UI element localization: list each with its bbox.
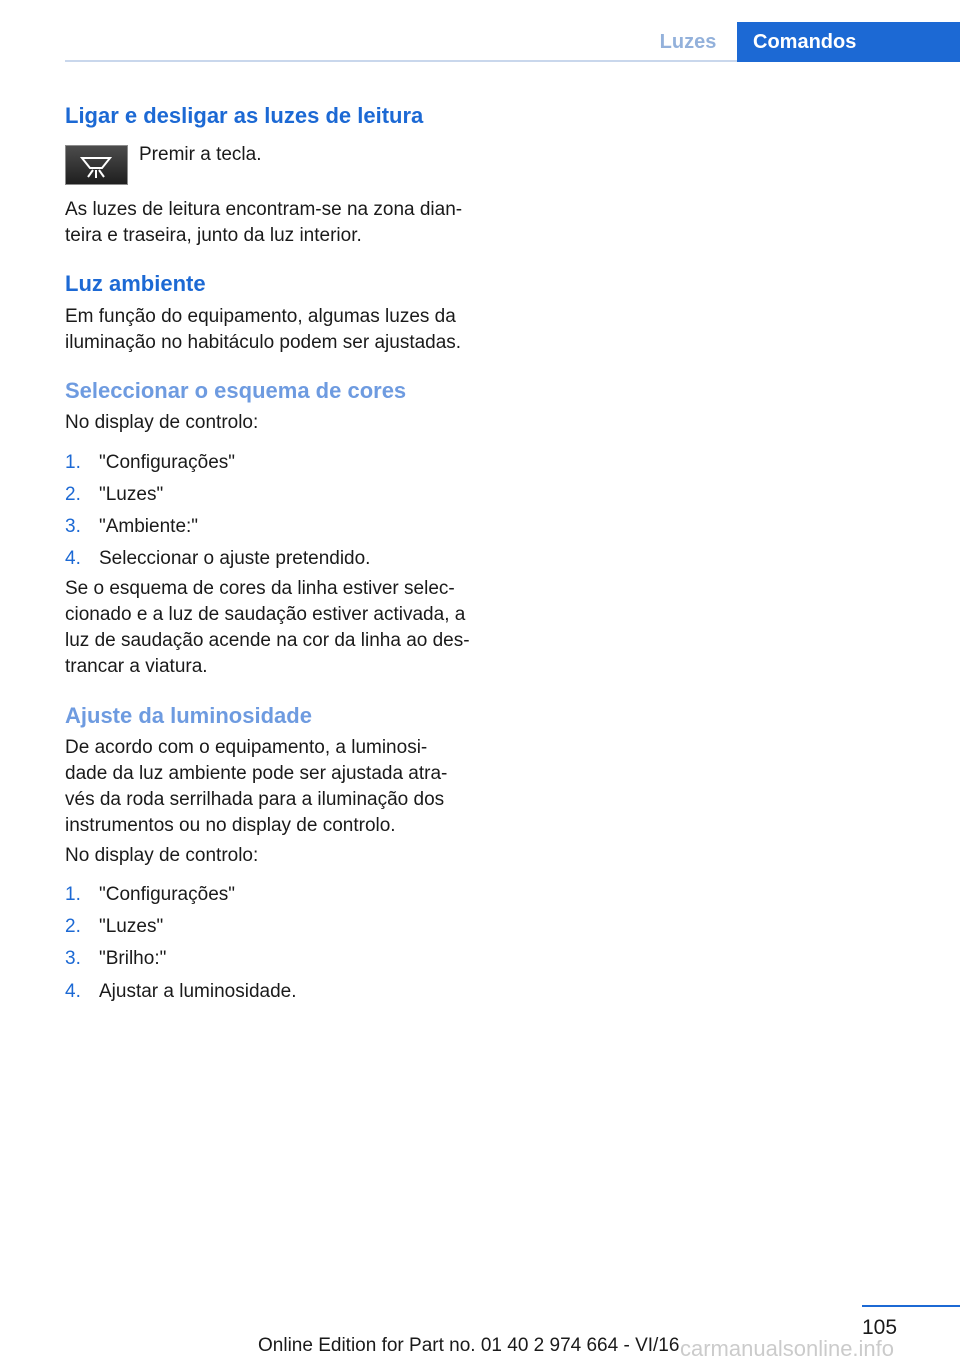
footer-rule <box>862 1305 960 1307</box>
subsection-title-brightness: Ajuste da luminosidade <box>65 703 312 728</box>
header-section-tab: Luzes <box>659 30 717 53</box>
reading-light-key-icon <box>65 145 128 185</box>
color-scheme-paragraph: Se o esquema de cores da linha estiver selec- cionado e a luz de saudação estiver activada, a luz de saudação acende na cor da linha ao des- trancar a viatura. <box>65 578 470 677</box>
reading-lights-paragraph: As luzes de leitura encontram-se na zona dian- teira e traseira, junto da luz interior. <box>65 199 463 246</box>
brightness-paragraph: De acordo com o equipamento, a luminosi- dade da luz ambiente pode ser ajustada atra- vés da roda serrilhada para a iluminação dos instrumentos ou no display de controlo. <box>65 737 448 836</box>
color-scheme-intro: No display de controlo: <box>65 412 259 433</box>
ambient-light-paragraph: Em função do equipamento, algumas luzes da iluminação no habitáculo podem ser ajustadas. <box>65 306 462 353</box>
brightness-intro: No display de controlo: <box>65 845 259 866</box>
watermark: carmanualsonline.info <box>680 1336 895 1361</box>
edition-note: Online Edition for Part no. 01 40 2 974 664 - VI/16 <box>258 1335 680 1356</box>
page-number: 105 <box>862 1316 898 1339</box>
section-title-reading-lights: Ligar e desligar as luzes de leitura <box>65 103 424 128</box>
section-title-ambient-light: Luz ambiente <box>65 271 206 296</box>
header-chapter-tab: Comandos <box>737 22 960 62</box>
subsection-title-color-scheme: Seleccionar o esquema de cores <box>65 378 407 403</box>
key-instruction: Premir a tecla. <box>139 144 262 165</box>
